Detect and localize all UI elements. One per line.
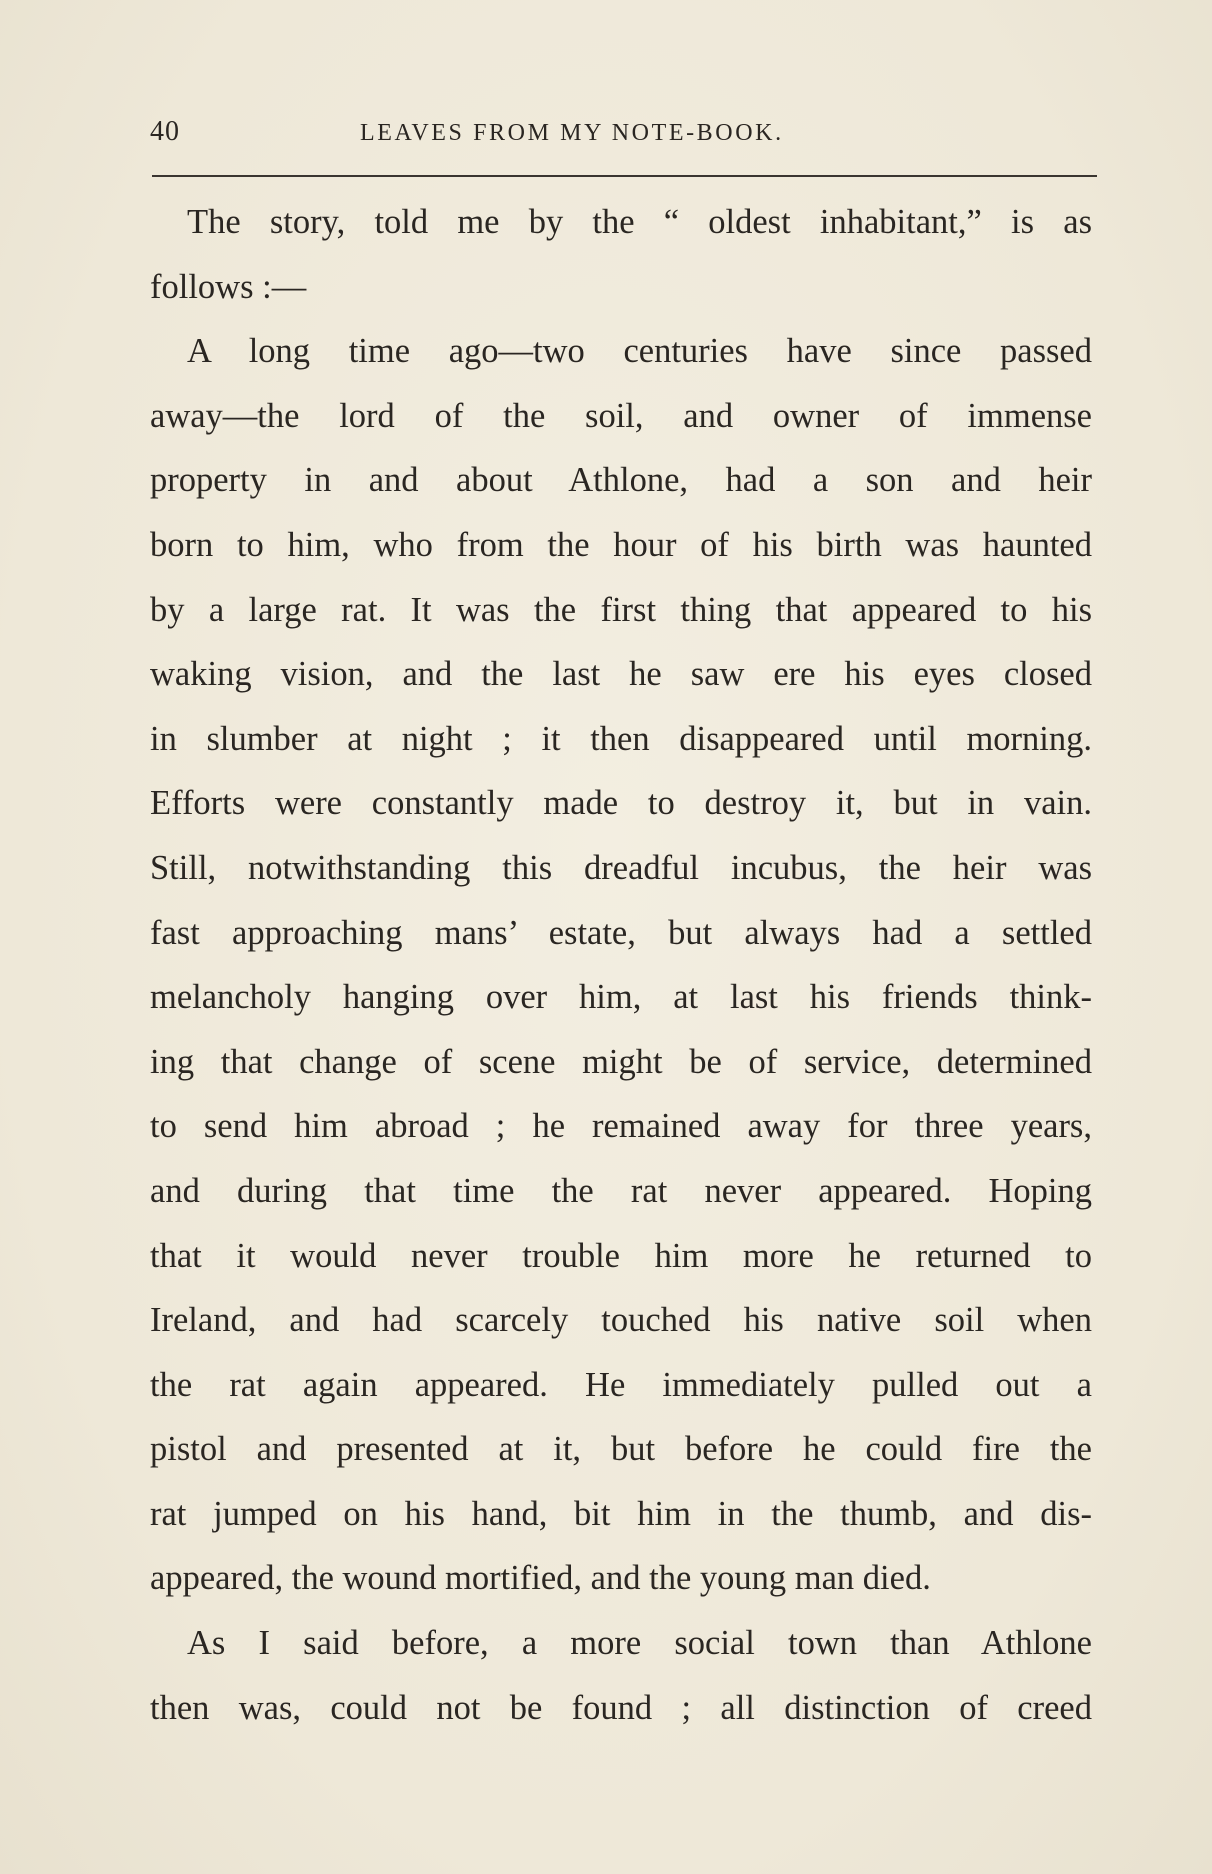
text-line: ing that change of scene might be of service, determined bbox=[150, 1042, 1092, 1081]
text-line: waking vision, and the last he saw ere his eyes closed bbox=[150, 655, 1092, 694]
paragraph bbox=[150, 323, 1092, 1615]
text-line: then was, could not be found ; all distinction of creed bbox=[150, 1688, 1092, 1727]
text-line: in slumber at night ; it then disappeared until morning. bbox=[150, 719, 1092, 758]
text-line: Ireland, and had scarcely touched his native soil when bbox=[150, 1301, 1092, 1340]
text-line: follows :— bbox=[150, 267, 307, 306]
page-number: 40 bbox=[150, 116, 180, 147]
text-line: pistol and presented at it, but before he could fire the bbox=[150, 1430, 1092, 1469]
text-line: rat jumped on his hand, bit him in the thumb, and dis- bbox=[150, 1494, 1092, 1533]
text-line: melancholy hanging over him, at last his friends think- bbox=[150, 978, 1092, 1017]
header-rule bbox=[152, 175, 1097, 177]
body-text bbox=[150, 194, 1092, 1744]
paragraph bbox=[150, 1615, 1092, 1744]
text-line: property in and about Athlone, had a son and heir bbox=[150, 461, 1092, 500]
text-line: Efforts were constantly made to destroy it, but in vain. bbox=[150, 784, 1092, 823]
text-line: The story, told me by the “ oldest inhabitant,” is as bbox=[187, 203, 1092, 241]
paragraph bbox=[150, 194, 1092, 323]
text-line: born to him, who from the hour of his birth was haunted bbox=[150, 525, 1092, 564]
text-line: and during that time the rat never appeared. Hoping bbox=[150, 1171, 1092, 1210]
text-line: appeared, the wound mortified, and the young man died. bbox=[150, 1559, 931, 1598]
running-head: LEAVES FROM MY NOTE-BOOK. bbox=[360, 120, 784, 146]
text-line: away—the lord of the soil, and owner of immense bbox=[150, 396, 1092, 435]
text-line: by a large rat. It was the first thing that appeared to his bbox=[150, 590, 1092, 629]
text-line: that it would never trouble him more he returned to bbox=[150, 1236, 1092, 1275]
text-line: Still, notwithstanding this dreadful incubus, the heir was bbox=[150, 848, 1092, 887]
text-line: to send him abroad ; he remained away for three years, bbox=[150, 1107, 1092, 1146]
text-line: fast approaching mans’ estate, but always had a settled bbox=[150, 913, 1092, 952]
text-line: the rat again appeared. He immediately pulled out a bbox=[150, 1365, 1092, 1404]
text-line: As I said before, a more social town than Athlone bbox=[187, 1624, 1092, 1663]
page-header bbox=[150, 112, 1096, 162]
text-line: A long time ago—two centuries have since passed bbox=[187, 332, 1092, 371]
